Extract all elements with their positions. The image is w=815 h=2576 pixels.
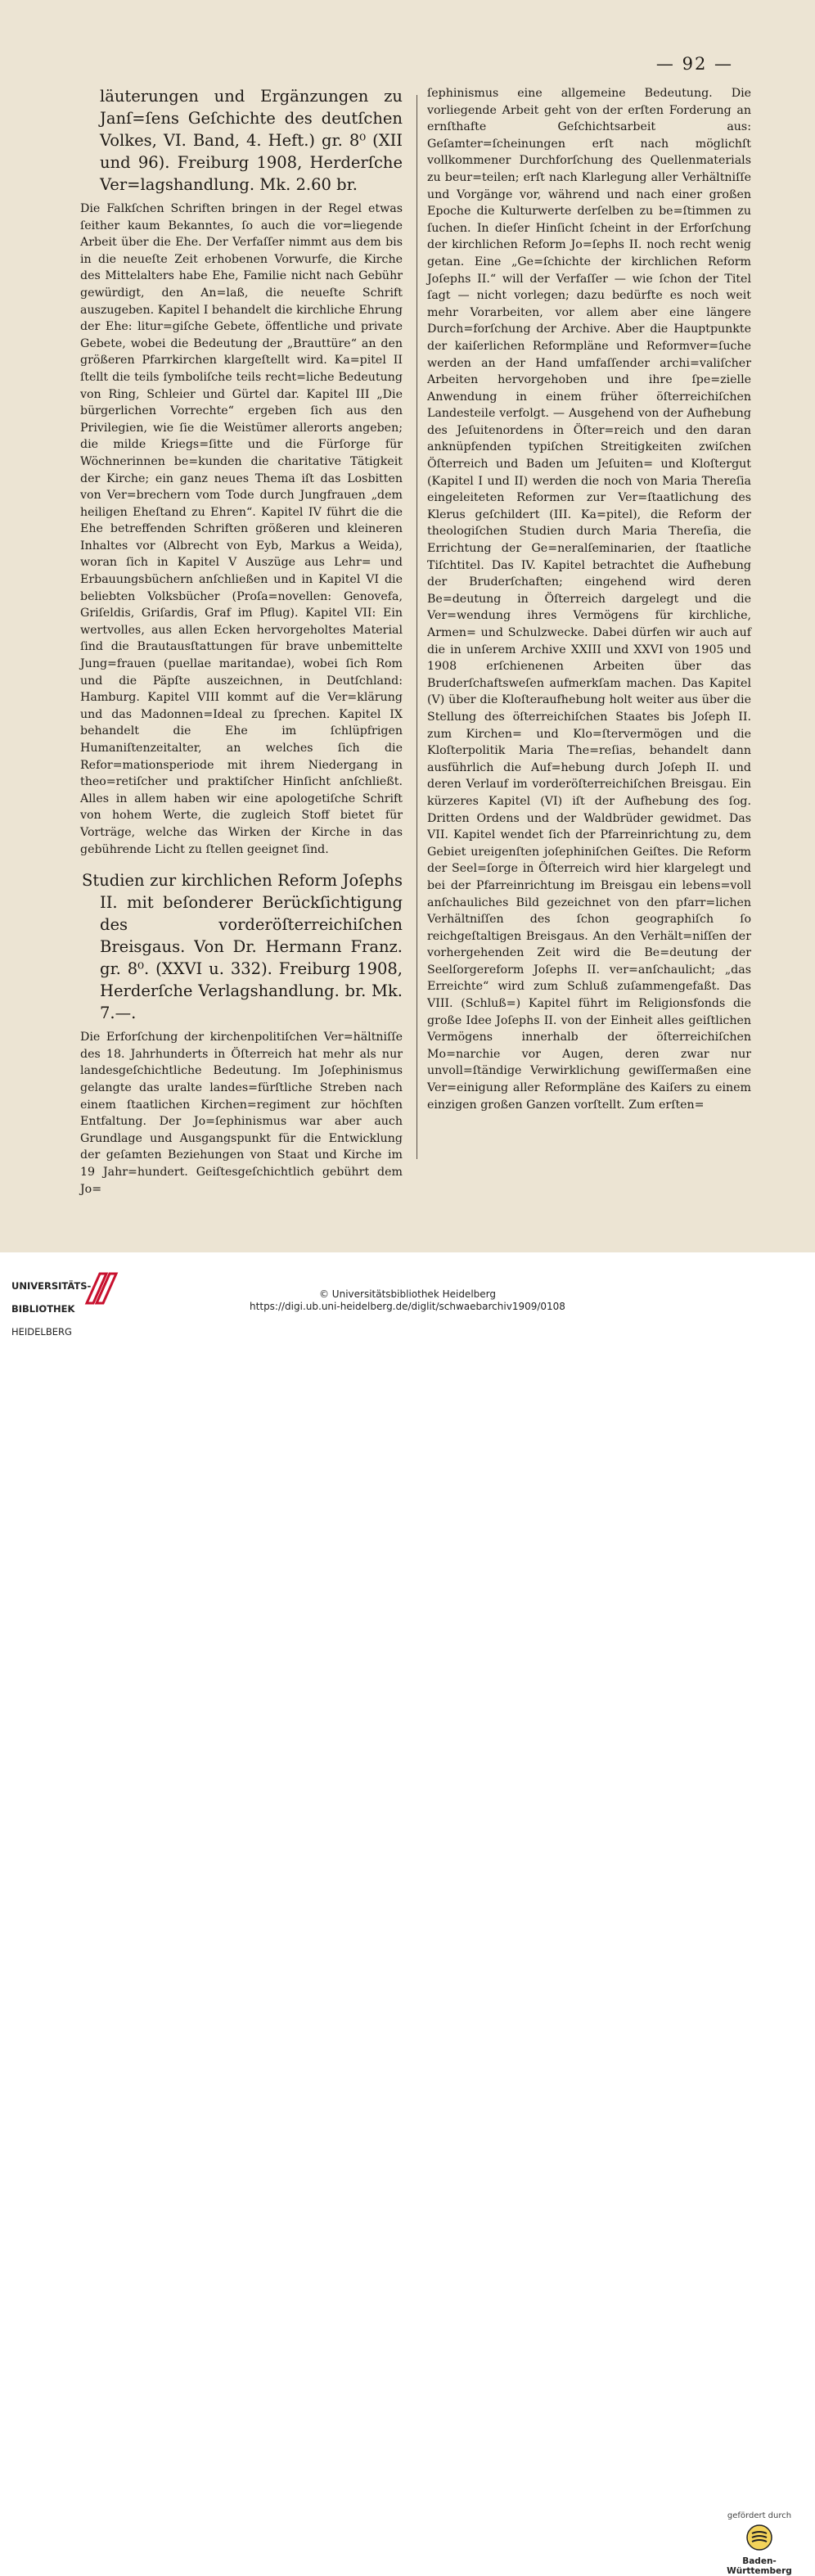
right-column — [427, 85, 751, 1113]
review-entry-2-heading — [80, 869, 403, 1024]
funded-by-label: gefördert durch — [727, 2511, 792, 2520]
page-number: — 92 — — [655, 54, 733, 74]
review-entry-2-body: Die Erforſchung der kirchenpolitiſchen Ver=hältniſſe des 18. Jahrhunderts in Öſterreich hat mehr als nur landesgeſchichtliche Bedeutung. Im Joſephinismus gelangte das uralte landes=fürſtliche Streben nach einem ſtaatlichen Kirchen=regiment zur höchſten Entfaltung. Der Jo=ſephinismus war aber auch Grundlage und Ausgangspunkt für die Entwicklung der geſamten Beziehungen von Staat und Kirche im 19 Jahr=hundert. Geiſtesgeſchichtlich gebührt dem Jo= — [80, 1031, 403, 1196]
left-column — [80, 85, 403, 1198]
source-url-link[interactable]: https://digi.ub.uni-heidelberg.de/diglit/schwaebarchiv1909/0108 — [250, 1301, 565, 1312]
review-entry-1-heading — [80, 85, 403, 196]
review-entry-2-body-continued: ſephinismus eine allgemeine Bedeutung. Die vorliegende Arbeit geht von der erſten Forderung an ernſthafte Geſchichtsarbeit aus: Geſamter=ſcheinungen erſt nach möglichſt vollkommener Durchforſchung des Quellenmaterials zu beur=teilen; erſt nach Klarlegung aller Verhältniſſe und Vorgänge vor, während und nach einer großen Epoche die Kulturwerte derſelben zu be=ſtimmen zu ſuchen. In dieſer Hinſicht ſcheint in der Erforſchung der kirchlichen Reform Jo=ſephs II. noch recht wenig getan. Eine „Ge=ſchichte der kirchlichen Reform Joſephs II.“ will der Verfaſſer — wie ſchon der Titel ſagt — nicht vorlegen; dazu bedürfte es noch weit mehr Vorarbeiten, vor allem aber eine längere Durch=forſchung der Archive. Aber die Hauptpunkte der kaiſerlichen Reformpläne und Reformver=ſuche werden an der Hand umfaſſender archi=valiſcher Arbeiten hervorgehoben und ihre ſpe=zielle Anwendung in einem früher öſterreichiſchen Landesteile verfolgt. — Ausgehend von der Aufhebung des Jeſuitenordens in Öſter=reich und den daran anknüpfenden typiſchen Streitigkeiten zwiſchen Öſterreich und Baden um Jeſuiten= und Kloſtergut (Kapitel I und II) werden die noch von Maria Thereſia eingeleiteten Reformen zur Ver=ſtaatlichung des Klerus geſchildert (III. Ka=pitel), die Reform der theologiſchen Studien durch Maria Thereſia, die Errichtung der Ge=neralſeminarien, der ſtaatliche Tiſchtitel. Das IV. Kapitel betrachtet die Aufhebung der Bruderſchaften; eingehend wird deren Be=deutung in Öſterreich dargelegt und die Ver=wendung ihres Vermögens für kirchliche, Armen= und Schulzwecke. Dabei dürfen wir auch auf die in unſerem Archive XXIII und XXVI von 1905 und 1908 erſchienenen Arbeiten über das Bruderſchaftsweſen aufmerkſam machen. Das Kapitel (V) über die Kloſteraufhebung holt weiter aus über die Stellung des öſterreichiſchen Staates bis Joſeph II. zum Kirchen= und Klo=ſtervermögen und die Kloſterpolitik Maria The=reſias, behandelt dann ausführlich die Auf=hebung durch Joſeph II. und deren Verlauf im vorderöſterreichiſchen Breisgau. Ein kürzeres Kapitel (VI) iſt der Aufhebung des ſog. Dritten Ordens und der Waldbrüder gewidmet. Das VII. Kapitel wendet ſich der Pfarreinrichtung zu, dem Gebiet ureigenſten joſephiniſchen Geiſtes. Die Reform der Seel=ſorge in Öſterreich wird hier klargelegt und bei der Pfarreinrichtung im Breisgau ein lebens=voll anſchauliches Bild gezeichnet von den pfarr=lichen Verhältniſſen des ſchon geographiſch ſo reichgeſtaltigen Breisgaus. An den Verhält=niſſen der vorhergehenden Zeit wird die Be=deutung der Seelſorgereform Joſephs II. ver=anſchaulicht; „das Erreichte“ wird zum Schluß zuſammengefaßt. Das VIII. (Schluß=) Kapitel führt im Religionsfonds die große Idee Joſephs II. von der Einheit alles geiſtlichen Vermögens innerhalb der öſterreichiſchen Mo=narchie vor Augen, deren zwar nur unvoll=ſtändige Verwirklichung gewiſſermaßen eine Ver=einigung aller Reformpläne des Kaiſers zu einem einzigen großen Ganzen vorſtellt. Zum erſten= — [427, 87, 751, 1112]
funder-block — [712, 2511, 807, 2576]
funder-name: Baden-Württemberg — [727, 2556, 792, 2576]
library-name-line-1: UNIVERSITÄTS- — [11, 1280, 92, 1292]
review-entry-1-heading-text: läuterungen und Ergänzungen zu Janſ=ſens Geſchichte des deutſchen Volkes, VI. Band, 4. Heft.) gr. 8⁰ (XII und 96). Freiburg 1908, Herderſche Ver=lagshandlung. Mk. 2.60 br. — [100, 87, 403, 194]
scanned-page — [0, 0, 815, 1252]
copyright-block — [0, 1288, 815, 1313]
library-name-line-2: BIBLIOTHEK — [11, 1303, 75, 1315]
library-name-line-3: HEIDELBERG — [11, 1326, 72, 1338]
copyright-text: © Universitätsbibliothek Heidelberg — [318, 1288, 496, 1300]
state-coat-of-arms-icon — [745, 2524, 773, 2551]
review-entry-2-heading-text: Studien zur kirchlichen Reform Joſephs II. mit beſonderer Berückſichtigung des vorderöſterreichiſchen Breisgaus. Von Dr. Hermann Franz. gr. 8⁰. (XXVI u. 332). Freiburg 1908, Herderſche Verlagshandlung. br. Mk. 7.—. — [82, 871, 403, 1023]
review-entry-1-body: Die Falkſchen Schriften bringen in der Regel etwas ſeither kaum Bekanntes, ſo auch die vor=liegende Arbeit über die Ehe. Der Verfaſſer nimmt aus dem bis in die neueſte Zeit erhobenen Vorwurfe, die Kirche des Mittelalters habe Ehe, Familie nicht nach Gebühr gewürdigt, den An=laß, die neueſte Schrift auszugeben. Kapitel I behandelt die kirchliche Ehrung der Ehe: litur=giſche Gebete, öffentliche und private Gebete, wobei die Bedeutung der „Brauttüre“ an den größeren Pfarrkirchen klargeſtellt wird. Ka=pitel II ſtellt die teils ſymboliſche teils recht=liche Bedeutung von Ring, Schleier und Gürtel dar. Kapitel III „Die bürgerlichen Vorrechte“ ergeben ſich aus den Privilegien, wie ſie die Weistümer allerorts angeben; die milde Kriegs=ſitte und die Fürſorge für Wöchnerinnen be=kunden die charitative Tätigkeit der Kirche; ein ganz neues Thema iſt das Losbitten von Ver=brechern vom Tode durch Jungfrauen „dem heiligen Eheſtand zu Ehren“. Kapitel IV führt die die Ehe betreffenden Schriften größeren und kleineren Inhaltes vor (Albrecht von Eyb, Markus a Weida), woran ſich in Kapitel V Auszüge aus Lehr= und Erbauungsbüchern anſchließen und in Kapitel VI die beliebten Volksbücher (Proſa=novellen: Genovefa, Griſeldis, Griſardis, Graf im Pflug). Kapitel VII: Ein wertvolles, aus allen Ecken hervorgeholtes Material ſind die Brautausſtattungen für brave unbemittelte Jung=frauen (puellae maritandae), wobei ſich Rom und die Päpſte auszeichnen, in Deutſchland: Hamburg. Kapitel VIII kommt auf die Ver=klärung und das Madonnen=Ideal zu ſprechen. Kapitel IX behandelt die Ehe im ſchlüpfrigen Humaniſtenzeitalter, an welches ſich die Refor=mationsperiode mit ihrem Niedergang in theo=retiſcher und praktiſcher Hinſicht anſchließt. Alles in allem haben wir eine apologetiſche Schrift von hohem Werte, die zugleich Stoff bietet für Vorträge, welche das Wirken der Kirche in das gebührende Licht zu ſtellen geeignet ſind. — [80, 202, 403, 856]
